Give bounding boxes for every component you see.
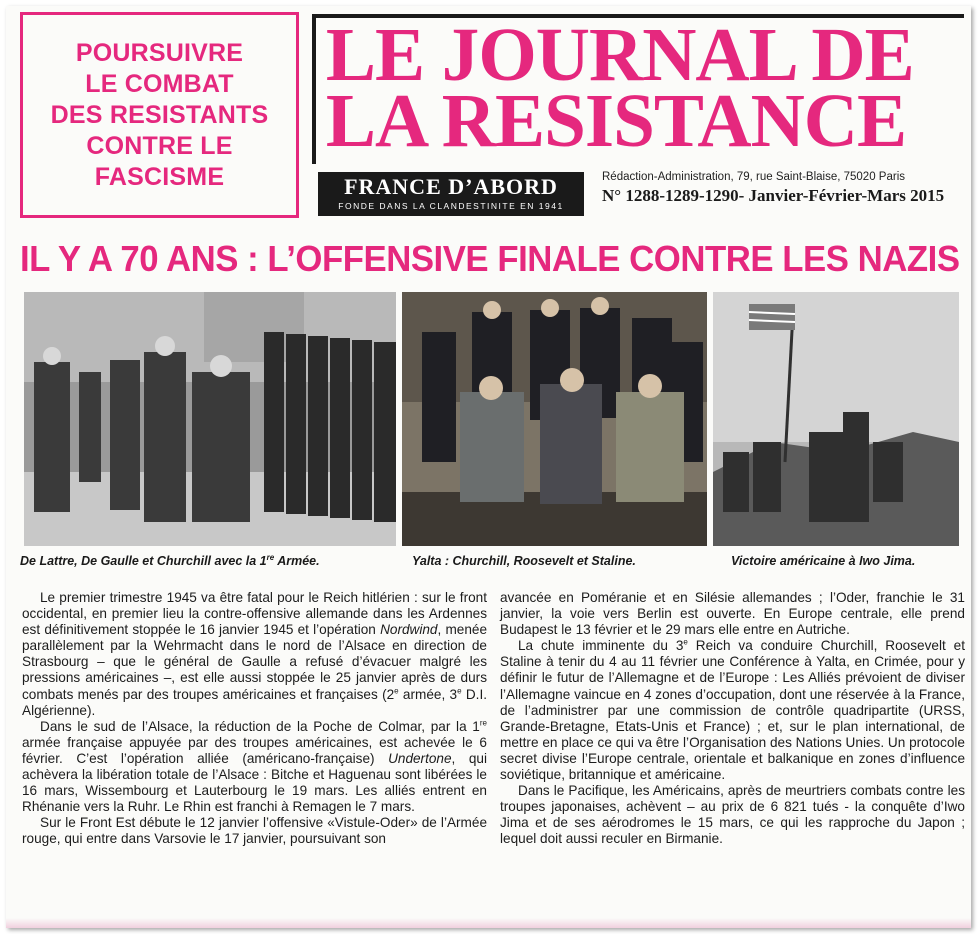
article-column-1 [22,590,487,848]
caption-photo-2: Yalta : Churchill, Roosevelt et Staline. [412,554,636,568]
main-headline: IL Y A 70 ANS : L’OFFENSIVE FINALE CONTRE LES NAZIS [20,238,960,279]
italic-run: Nordwind [380,622,438,638]
text-run: D.I. Algérienne). [22,686,487,718]
text-run: , qui achèvera la libération totale de l’Alsace : Bitche et Haguenau sont libérées le 16 mars, Wissembourg et Lauterbourg le 19 mars. Les alliés entrent en Rhénanie vers la Ruhr. Le Rhin est franchi à Remagen le 7 mars. [22,750,487,815]
text-run: Dans le sud de l’Alsace, la réduction de la Poche de Colmar, par la 1 [40,718,480,734]
masthead [312,14,964,164]
caption-text: Armée. [274,554,320,568]
caption-photo-1 [20,553,320,569]
slogan-line: CONTRE LE [86,131,233,160]
paragraph: avancée en Poméranie et en Silésie allemandes ; l’Oder, franchie le 31 janvier, la voie vers Berlin est ouverte. En Europe centrale, elle prend Budapest le 13 février et le 29 mars elle entre en Autriche. [500,590,965,638]
photo-de-gaulle-churchill [24,292,396,546]
text-run: armée, 3 [398,686,458,702]
superscript: e [394,686,399,696]
logo-title: FRANCE D’ABORD [344,174,558,199]
issue-number: N° 1288-1289-1290- Janvier-Février-Mars 2015 [602,186,945,205]
bottom-edge [6,918,971,928]
france-dabord-logo [318,172,584,216]
article-column-2 [500,590,965,848]
paragraph: Dans le Pacifique, les Américains, après de meurtriers combats contre les troupes japonaises, achèvent – au prix de 6 821 tués - la conquête d’Iwo Jima et de ses aérodromes le 15 mars, ce qui les rapproche du Japon ; lequel doit aussi reculer en Birmanie. [500,783,965,847]
superscript: e [683,637,688,647]
masthead-title-line2: LA RESISTANCE [325,79,907,163]
paragraph: Sur le Front Est débute le 12 janvier l’offensive «Vistule-Oder» de l’Armée rouge, qui entre dans Varsovie le 17 janvier, poursuivant son [22,815,487,847]
paragraph [22,590,487,719]
text-run: , menée parallèlement par la Wehrmacht dans le nord de l’Alsace en direction de Strasbourg – que le général de Gaulle a refusé d’évacuer malgré les pressions américaines –, est elle aussi stoppée le 25 janvier après de durs combats menés par des troupes américaines et françaises (2 [22,622,488,702]
paragraph [22,719,487,816]
slogan-line: LE COMBAT [85,69,234,98]
masthead-title-line1: LE JOURNAL DE [325,13,914,97]
slogan-line: FASCISME [94,162,225,191]
superscript: e [457,686,462,696]
superscript: re [479,718,487,728]
text-run: La chute imminente du 3 [518,638,684,654]
text-run: armée française appuyée par des troupes américaines, est achevée le 6 février. C’est l’opération alliée (américano-française) [22,734,487,766]
text-run: Reich va conduire Churchill, Roosevelt et Staline à tenir du 4 au 11 février une Conférence à Yalta, en Crimée, pour y définir le futur de l’Allemagne et de l’Europe : Les Alliés prévoient de diviser l’Allemagne vaincue en 4 zones d’occupation, dont une réservée à la France, de l’administrer par une commission de contrôle quadripartite (URSS, Grande-Bretagne, Etats-Unis et France) ; et, sur le plan international, de mettre en place ce qui va être l’Organisation des Nations Unies. Un protocole secret divise l’Europe centrale, orientale et balkanique en zones d’influence soviétique, britannique et américaine. [500,638,965,783]
redaction-address: Rédaction-Administration, 79, rue Saint-Blaise, 75020 Paris [602,171,905,183]
logo-subtitle: FONDE DANS LA CLANDESTINITE EN 1941 [338,201,564,211]
newspaper-page [6,6,971,928]
slogan-line: DES RESISTANTS [50,100,269,129]
caption-text: De Lattre, De Gaulle et Churchill avec la 1 [20,554,267,568]
caption-photo-3: Victoire américaine à Iwo Jima. [731,554,916,568]
text-run: Le premier trimestre 1945 va être fatal pour le Reich hitlérien : sur le front occidental, en premier lieu la contre-offensive allemande dans les Ardennes est définitivement stoppée le 16 janvier 1945 et l’opération [22,590,487,638]
slogan-box [20,12,299,218]
italic-run: Undertone [388,750,452,766]
paragraph [500,638,965,783]
photo-iwo-jima [713,292,959,546]
caption-superscript: re [266,552,275,562]
slogan-line: POURSUIVRE [75,38,244,67]
photo-yalta [402,292,707,546]
